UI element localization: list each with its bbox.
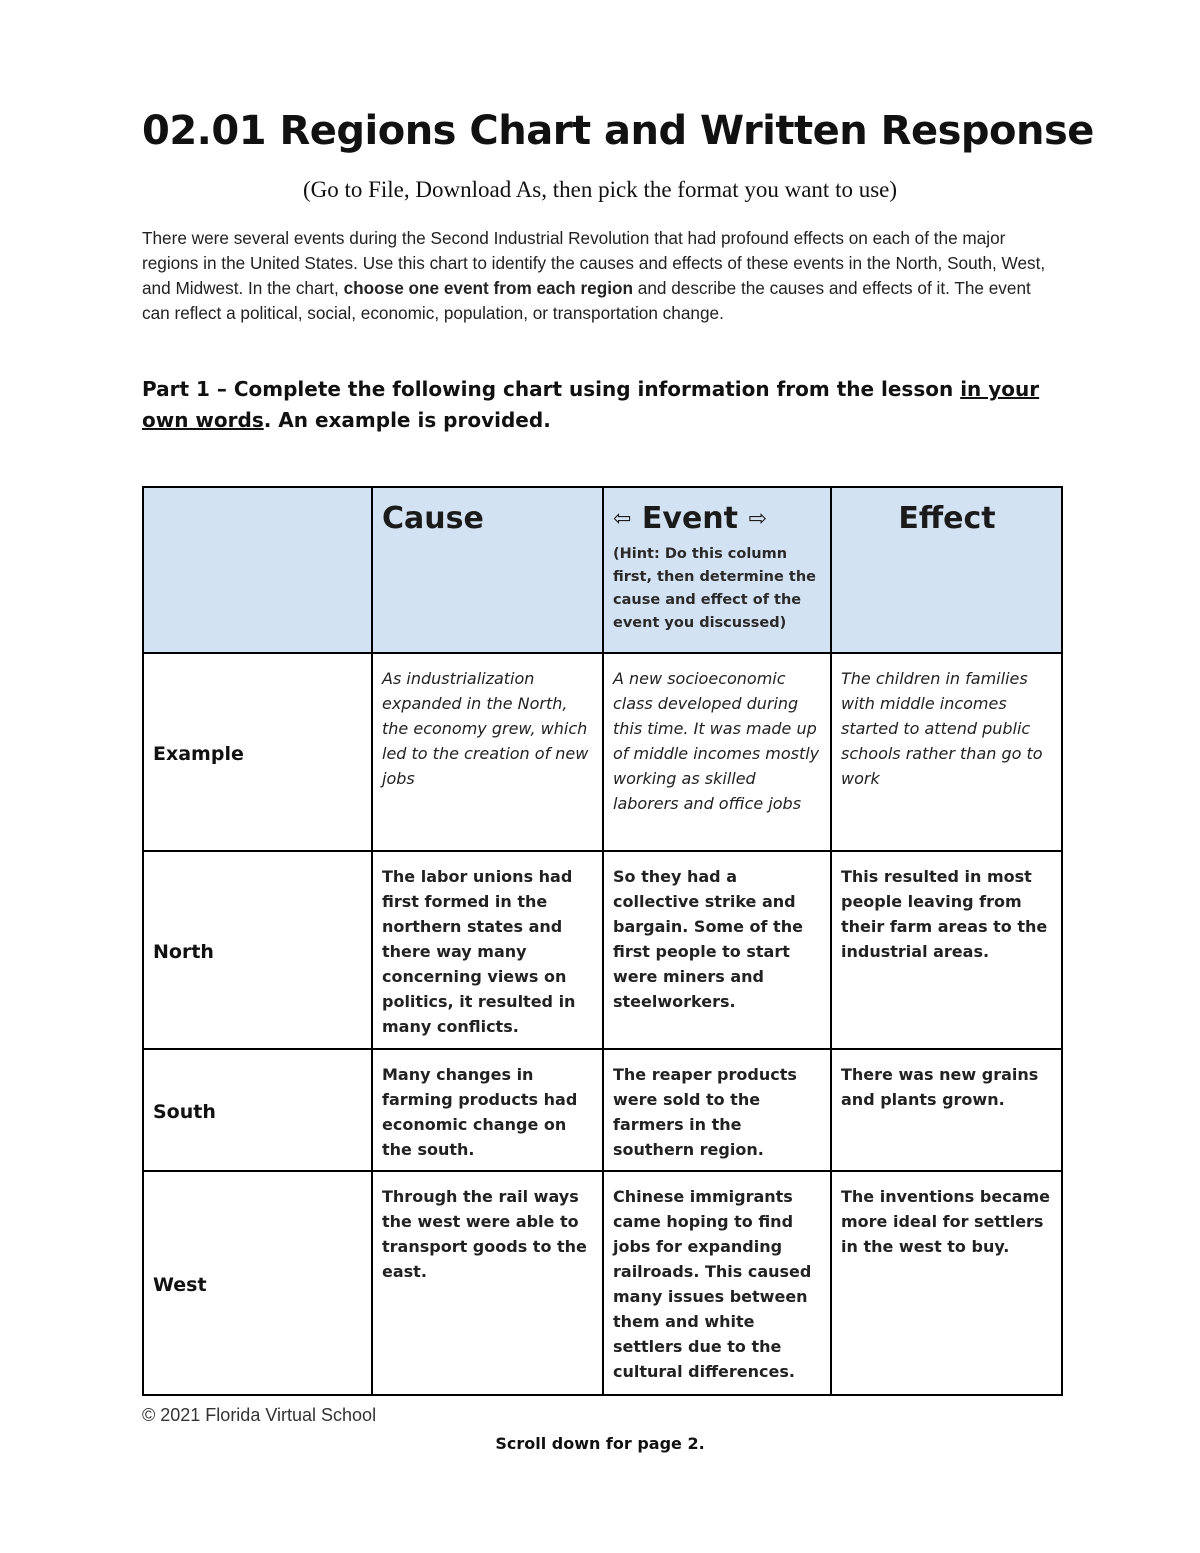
- cause-cell: As industrialization expanded in the North, the economy grew, which led to the creation of new jobs: [372, 653, 603, 851]
- intro-paragraph: [142, 226, 1062, 326]
- part1-lead: Part 1 – Complete the following chart using information from the lesson: [142, 377, 961, 401]
- effect-cell: The children in families with middle incomes started to attend public schools rather than go to work: [831, 653, 1062, 851]
- regions-chart: [142, 486, 1063, 1396]
- table-row-north: [143, 851, 1062, 1049]
- table-row-south: [143, 1049, 1062, 1171]
- intro-text-a: There were several events during the Second Industrial Revolution that had profound effects on each of the major regions in the United States. Use this chart to identify the causes and effects of these events in the North, South, West, and Midwest. In the chart,: [142, 228, 1046, 298]
- table-row-example: [143, 653, 1062, 851]
- region-cell: West: [143, 1171, 372, 1395]
- region-cell: North: [143, 851, 372, 1049]
- cause-cell: Through the rail ways the west were able to transport goods to the east.: [372, 1171, 603, 1395]
- header-row: [143, 487, 1062, 653]
- header-effect-cell: [831, 487, 1062, 653]
- header-region-cell: [143, 487, 372, 653]
- event-cell: A new socioeconomic class developed during this time. It was made up of middle incomes mostly working as skilled laborers and office jobs: [603, 653, 831, 851]
- effect-cell: There was new grains and plants grown.: [831, 1049, 1062, 1171]
- effect-cell: The inventions became more ideal for settlers in the west to buy.: [831, 1171, 1062, 1395]
- header-effect: Effect: [898, 501, 996, 536]
- effect-cell: This resulted in most people leaving from their farm areas to the industrial areas.: [831, 851, 1062, 1049]
- event-hint: (Hint: Do this column first, then determine the cause and effect of the event you discussed): [613, 545, 816, 631]
- page-subtitle: (Go to File, Download As, then pick the format you want to use): [302, 177, 898, 202]
- event-cell: So they had a collective strike and bargain. Some of the first people to start were miners and steelworkers.: [603, 851, 831, 1049]
- intro-text-b: and describe the causes and effects of it. The event can reflect a political, social, economic, population, or transportation change.: [142, 278, 1031, 323]
- header-cause-cell: [372, 487, 603, 653]
- copyright-footer: © 2021 Florida Virtual School: [142, 1405, 377, 1425]
- table-row-west: [143, 1171, 1062, 1395]
- part1-tail: . An example is provided.: [263, 408, 551, 432]
- header-event-cell: [603, 487, 831, 653]
- region-cell: Example: [143, 653, 372, 851]
- region-cell: South: [143, 1049, 372, 1171]
- header-event: [613, 500, 822, 539]
- header-event-label: Event: [641, 501, 738, 536]
- event-cell: Chinese immigrants came hoping to find jobs for expanding railroads. This caused many issues between them and white settlers due to the cultural differences.: [603, 1171, 831, 1395]
- part1-heading: [142, 374, 1062, 436]
- scroll-note: Scroll down for page 2.: [495, 1434, 705, 1453]
- part1-underlined: in your own words: [142, 377, 1040, 432]
- page-title: 02.01 Regions Chart and Written Response: [142, 108, 1094, 154]
- right-arrow-icon: ⇨: [748, 506, 767, 532]
- cause-cell: Many changes in farming products had economic change on the south.: [372, 1049, 603, 1171]
- event-cell: The reaper products were sold to the farmers in the southern region.: [603, 1049, 831, 1171]
- cause-cell: The labor unions had first formed in the northern states and there way many concerning views on politics, it resulted in many conflicts.: [372, 851, 603, 1049]
- header-cause: Cause: [382, 501, 484, 536]
- left-arrow-icon: ⇦: [613, 506, 632, 532]
- intro-text-bold: choose one event from each region: [343, 278, 633, 298]
